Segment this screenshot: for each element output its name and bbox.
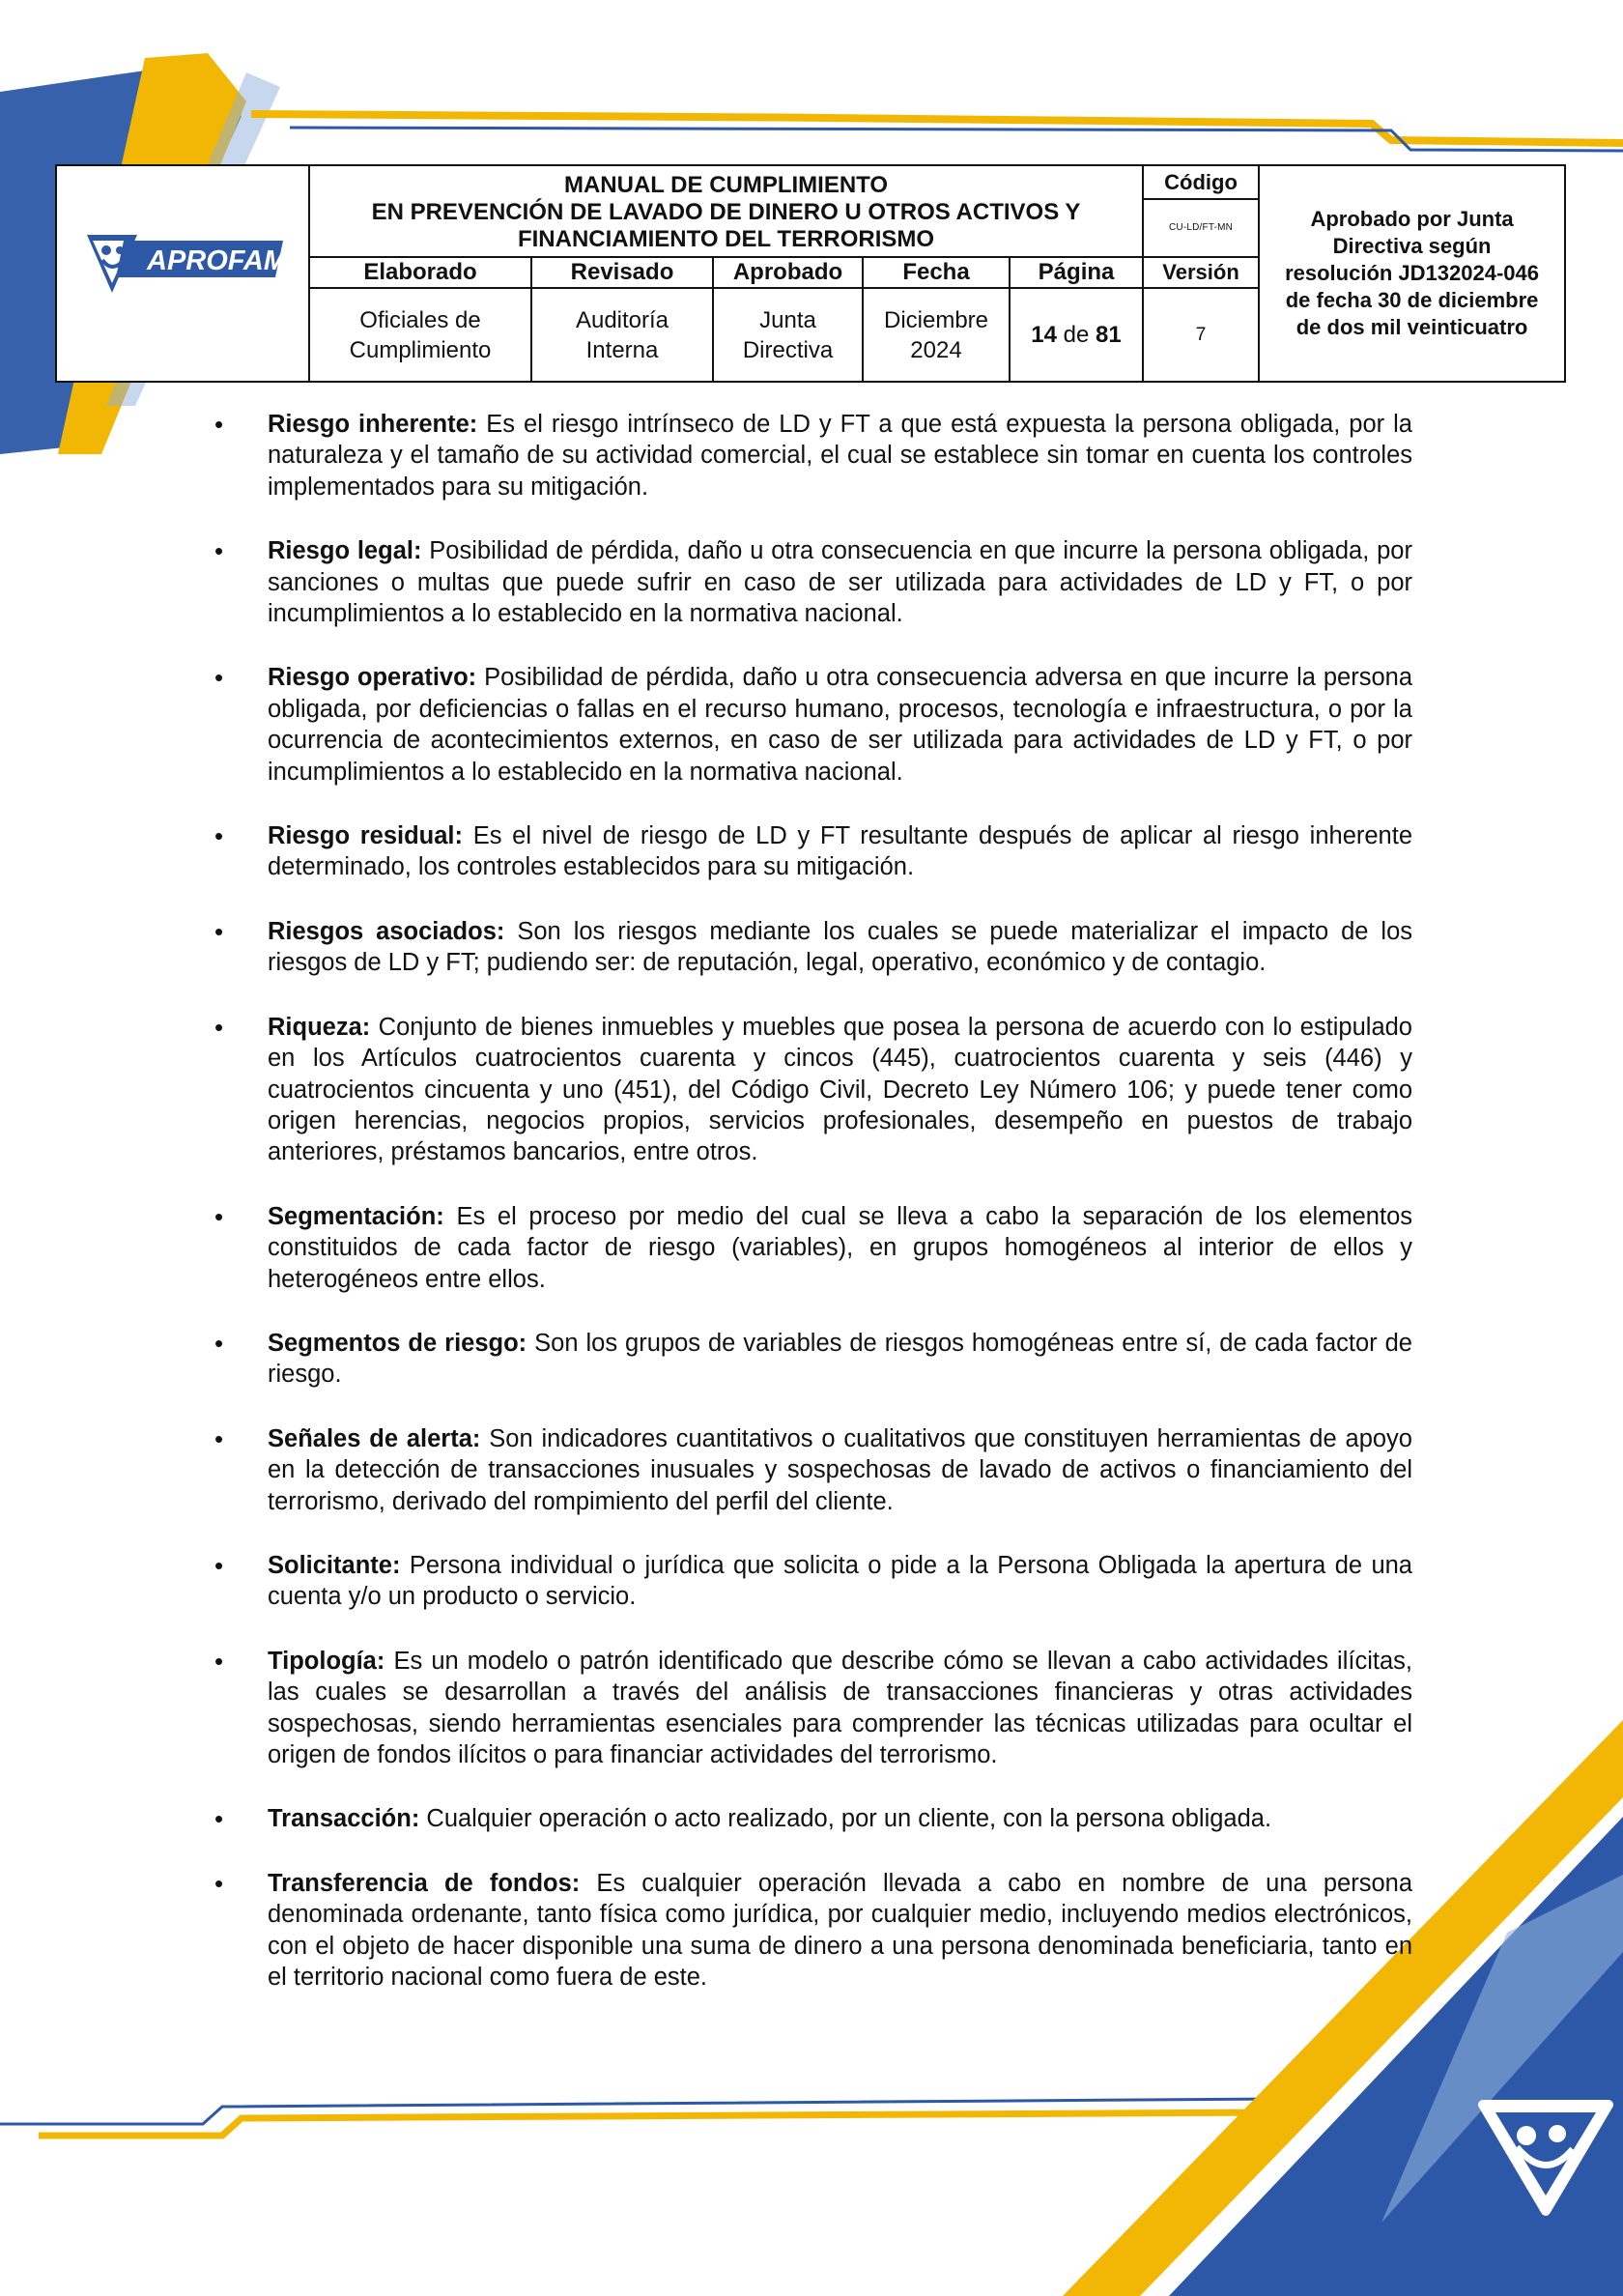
bullet: • [214,1423,224,1453]
bottom-lines [0,2099,1275,2136]
aprofam-logo-icon [70,214,297,330]
aprofam-logo [56,165,309,382]
bullet: • [214,536,224,566]
bullet: • [214,410,224,439]
definition-item: • Transacción: Cualquier operación o acto realizado, por un cliente, con la persona obligada. [214,1804,1272,1834]
bullet: • [214,1328,224,1358]
definitions-list [214,409,1412,2025]
bullet: • [214,1201,224,1231]
revisado-value: Auditoría Interna [531,288,713,382]
definition-item: • Tipología: Es un modelo o patrón identificado que describe cómo se llevan a cabo actividades ilícitas, las cuales se desarrollan a través del análisis de transacciones financieras y otras actividades sospechosas, siendo herramientas esenciales para comprender las técnicas utilizadas para ocultar el origen de fondos ilícitos o para financiar actividades del terrorismo. [214,1646,1412,1768]
definition-item: • Segmentos de riesgo: Son los grupos de variables de riesgos homogéneas entre sí, de cada factor de riesgo. [214,1328,1412,1389]
codigo-cell [1143,165,1259,257]
top-lines [251,114,1623,151]
definition-item: • Señales de alerta: Son indicadores cuantitativos o cualitativos que constituyen herramientas de apoyo en la detección de transacciones inusuales y sospechosas de lavado de activos o financiamiento del terrorismo, derivado del rompimiento del perfil del cliente. [214,1423,1412,1515]
bullet: • [214,1550,224,1580]
bullet: • [214,663,224,693]
codigo-value: CU-LD/FT-MN [1169,221,1234,233]
col-pagina: Página [1010,257,1143,288]
col-elaborado: Elaborado [309,257,531,288]
col-version: Versión [1143,257,1259,288]
version-value: 7 [1143,288,1259,382]
bullet: • [214,916,224,946]
manual-title: MANUAL DE CUMPLIMIENTO EN PREVENCIÓN DE LAVADO DE DINERO U OTROS ACTIVOS Y FINANCIAMIENTO DEL TERRORISMO [309,165,1143,257]
col-fecha: Fecha [863,257,1010,288]
bullet: • [214,821,224,851]
document-header [55,164,1566,383]
definition-item: • Transferencia de fondos: Es cualquier operación llevada a cabo en nombre de una persona denominada ordenante, tanto física como jurídica, por cualquier medio, incluyendo medios electrónicos, con el objeto de hacer disponible una suma de dinero a una persona denominada beneficiaria, tanto en el territorio nacional como fuera de este. [214,1868,1412,1992]
fecha-value: Diciembre 2024 [863,288,1010,382]
definition-item: • Riesgo inherente: Es el riesgo intrínseco de LD y FT a que está expuesta la persona obligada, por la naturaleza y el tamaño de su actividad comercial, el cual se establece sin tomar en cuenta los controles implementados para su mitigación. [214,410,1412,501]
definition-item: • Riesgo legal: Posibilidad de pérdida, daño u otra consecuencia en que incurre la persona obligada, por sanciones o multas que puede sufrir en caso de ser utilizada para actividades de LD y FT, o por incumplimientos a lo establecido en la normativa nacional. [214,536,1412,628]
codigo-label: Código [1144,167,1258,200]
elaborado-value: Oficiales de Cumplimiento [309,288,531,382]
aprobado-value: Junta Directiva [713,288,863,382]
definition-item: • Solicitante: Persona individual o jurídica que solicita o pide a la Persona Obligada la apertura de una cuenta y/o un producto o servicio. [214,1550,1412,1611]
col-aprobado: Aprobado [713,257,863,288]
definition-item: • Riesgo operativo: Posibilidad de pérdida, daño u otra consecuencia adversa en que incurre la persona obligada, por deficiencias o fallas en el recurso humano, procesos, tecnología e infraestructura, o por la ocurrencia de acontecimientos externos, en caso de ser utilizada para actividades de LD y FT, o por incumplimientos a lo establecido en la normativa nacional. [214,663,1412,786]
definition-item: • Segmentación: Es el proceso por medio del cual se lleva a cabo la separación de los elementos constituidos de cada factor de riesgo (variables), en grupos homogéneos al interior de ellos y heterogéneos entre ellos. [214,1201,1412,1293]
approval-note: Aprobado por Junta Directiva según resolución JD132024-046 de fecha 30 de diciembre de dos mil veinticuatro [1259,165,1565,382]
definition-item: • Riqueza: Conjunto de bienes inmuebles y muebles que posea la persona de acuerdo con lo estipulado en los Artículos cuatrocientos cuarenta y cincos (445), cuatrocientos cuarenta y seis (446) y cuatrocientos cincuenta y uno (451), del Código Civil, Decreto Ley Número 106; y puede tener como origen herencias, negocios propios, servicios profesionales, desempeño en puestos de trabajo anteriores, préstamos bancarios, entre otros. [214,1012,1412,1166]
definition-item: • Riesgos asociados: Son los riesgos mediante los cuales se puede materializar el impacto de los riesgos de LD y FT; pudiendo ser: de reputación, legal, operativo, económico y de contagio. [214,916,1413,977]
definition-item: • Riesgo residual: Es el nivel de riesgo de LD y FT resultante después de aplicar al riesgo inherente determinado, los controles establecidos para su mitigación. [214,821,1413,881]
bullet: • [214,1012,224,1042]
bullet: • [214,1868,224,1898]
col-revisado: Revisado [531,257,713,288]
bullet: • [214,1804,224,1834]
logo-text: APROFAM [146,244,287,276]
page-number: 14 de 81 [1010,288,1143,382]
bullet: • [214,1646,224,1676]
